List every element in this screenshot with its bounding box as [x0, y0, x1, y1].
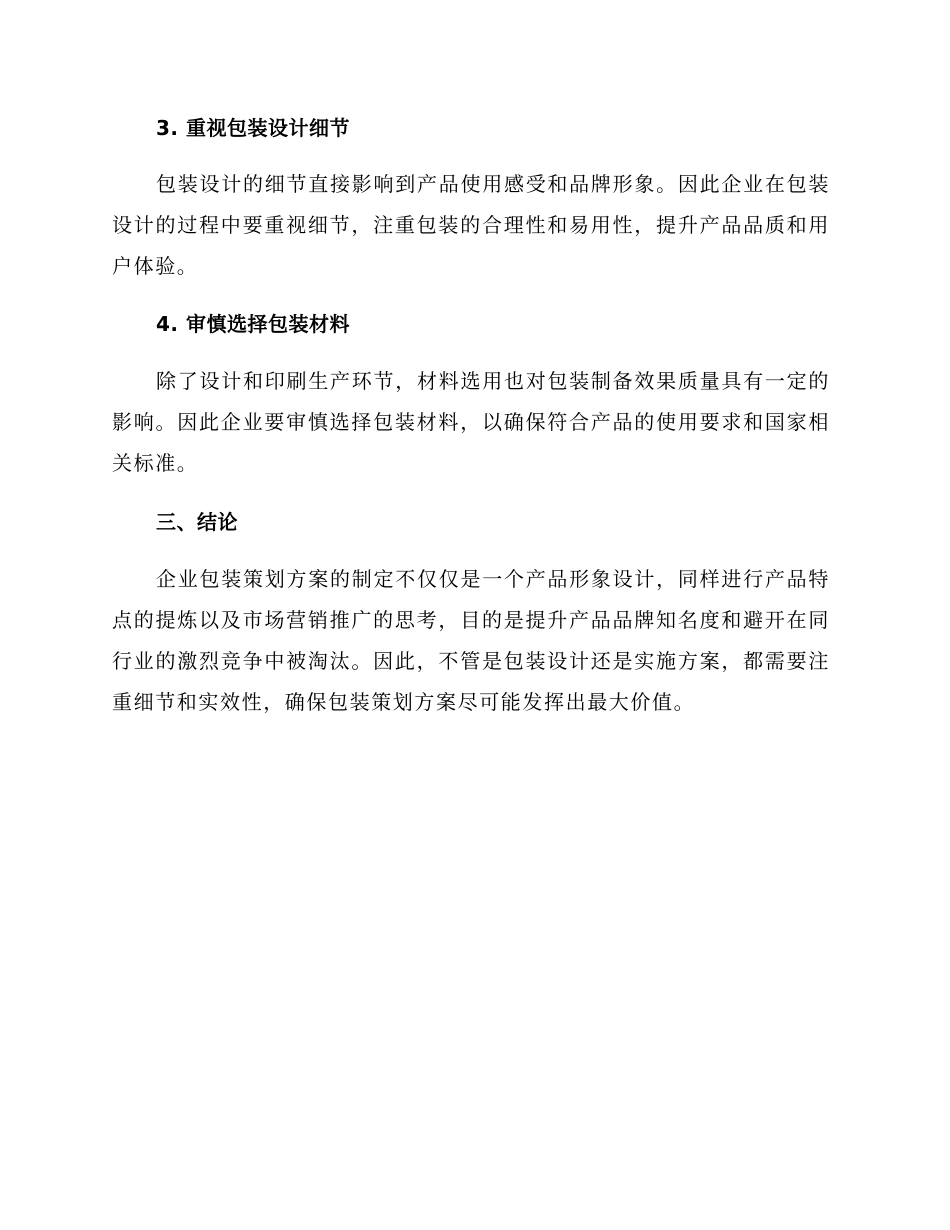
- section-paragraph-packaging-material: 除了设计和印刷生产环节，材料选用也对包装制备效果质量具有一定的影响。因此企业要审慎选择包装材料，以确保符合产品的使用要求和国家相关标准。: [112, 369, 830, 475]
- section-paragraph-packaging-detail: 包装设计的细节直接影响到产品使用感受和品牌形象。因此企业在包装设计的过程中要重视细节，注重包装的合理性和易用性，提升产品品质和用户体验。: [112, 172, 830, 278]
- section-heading-packaging-detail: 3. 重视包装设计细节: [156, 116, 350, 140]
- document-body: [112, 110, 830, 723]
- section-heading-packaging-material: 4. 审慎选择包装材料: [156, 312, 350, 336]
- section-paragraph-conclusion: 企业包装策划方案的制定不仅仅是一个产品形象设计，同样进行产品特点的提炼以及市场营销推广的思考，目的是提升产品品牌知名度和避开在同行业的激烈竞争中被淘汰。因此，不管是包装设计还是实施方案，都需要注重细节和实效性，确保包装策划方案尽可能发挥出最大价值。: [112, 567, 830, 714]
- section-heading-conclusion: 三、结论: [156, 510, 238, 534]
